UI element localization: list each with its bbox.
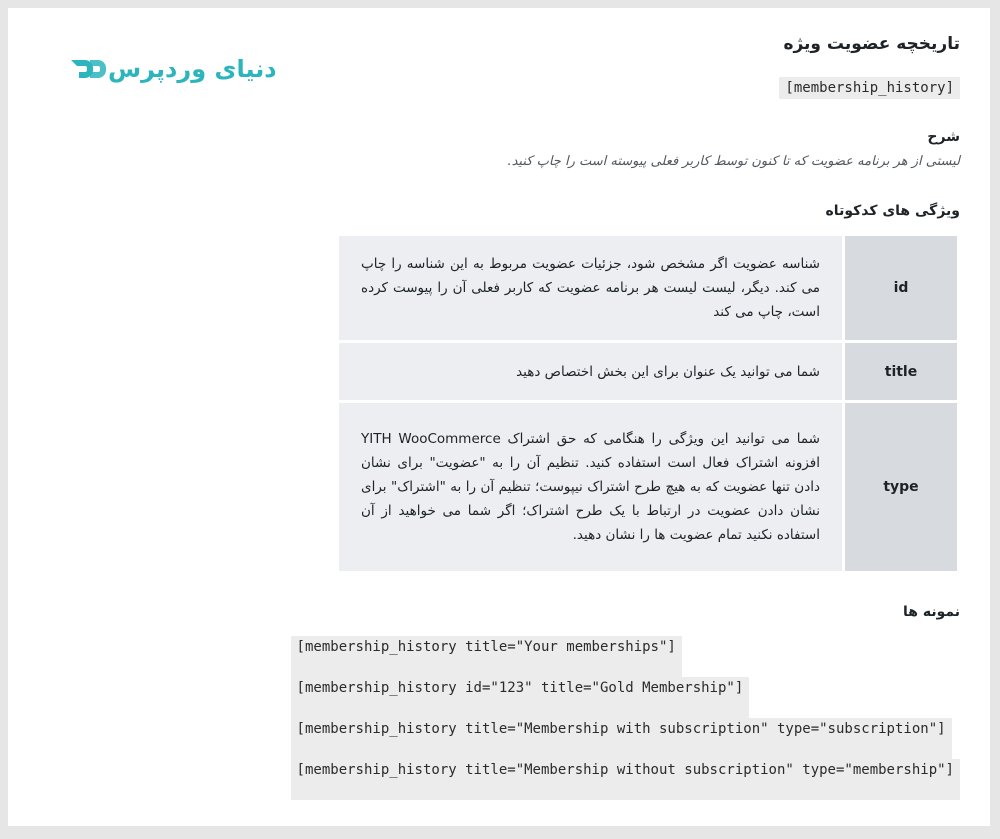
attribute-description: شما می توانید یک عنوان برای این بخش اختصاص دهید	[339, 343, 842, 400]
example-code: [membership_history id="123" title="Gold Membership"]	[291, 677, 750, 718]
examples-heading: نمونه ها	[902, 604, 960, 620]
attribute-row	[339, 403, 957, 571]
description-text: لیستی از هر برنامه عضویت که تا کنون توسط کاربر فعلی پیوسته است را چاپ کنید.	[507, 154, 960, 169]
example-item	[291, 677, 960, 718]
attribute-row	[339, 343, 957, 400]
page-title: تاریخچه عضویت ویژه	[783, 34, 960, 54]
attribute-row	[339, 236, 957, 340]
site-logo[interactable]	[68, 54, 283, 84]
example-code: [membership_history title="Your memberships"]	[291, 636, 682, 677]
example-code: [membership_history title="Membership without subscription" type="membership"]	[291, 759, 960, 800]
content-panel	[8, 8, 990, 826]
attribute-description: شما می توانید این ویژگی را هنگامی که حق اشتراک YITH WooCommerce افزونه اشتراک فعال است استفاده کنید. تنظیم آن را به "عضویت" برای نشان دادن تنها عضویت که به هیچ طرح اشتراک نیپوست؛ تنظیم آن را به "اشتراک" برای نشان دادن عضویت در ارتباط با یک طرح اشتراک؛ اگر شما می خواهید از آن استفاده نکنید تمام عضویت ها را نشان دهید.	[339, 403, 842, 571]
attributes-heading: ویژگی های کدکوتاه	[825, 203, 960, 219]
attributes-table	[336, 233, 960, 574]
logo-mark-icon	[68, 54, 108, 84]
attribute-name: type	[845, 403, 957, 571]
example-code: [membership_history title="Membership with subscription" type="subscription"]	[291, 718, 952, 759]
attribute-name: id	[845, 236, 957, 340]
description-heading: شرح	[927, 129, 960, 145]
attribute-name: title	[845, 343, 957, 400]
main-shortcode: [membership_history]	[779, 77, 960, 99]
example-item	[291, 759, 960, 800]
examples-list	[291, 636, 960, 800]
example-item	[291, 636, 960, 677]
logo-text: دنیای وردپرس	[108, 55, 277, 83]
attribute-description: شناسه عضویت اگر مشخص شود، جزئیات عضویت مربوط به این شناسه را چاپ می کند. دیگر، لیست لیست هر برنامه عضویت که کاربر فعلی آن را پیوست کرده است، چاپ می کند	[339, 236, 842, 340]
example-item	[291, 718, 960, 759]
